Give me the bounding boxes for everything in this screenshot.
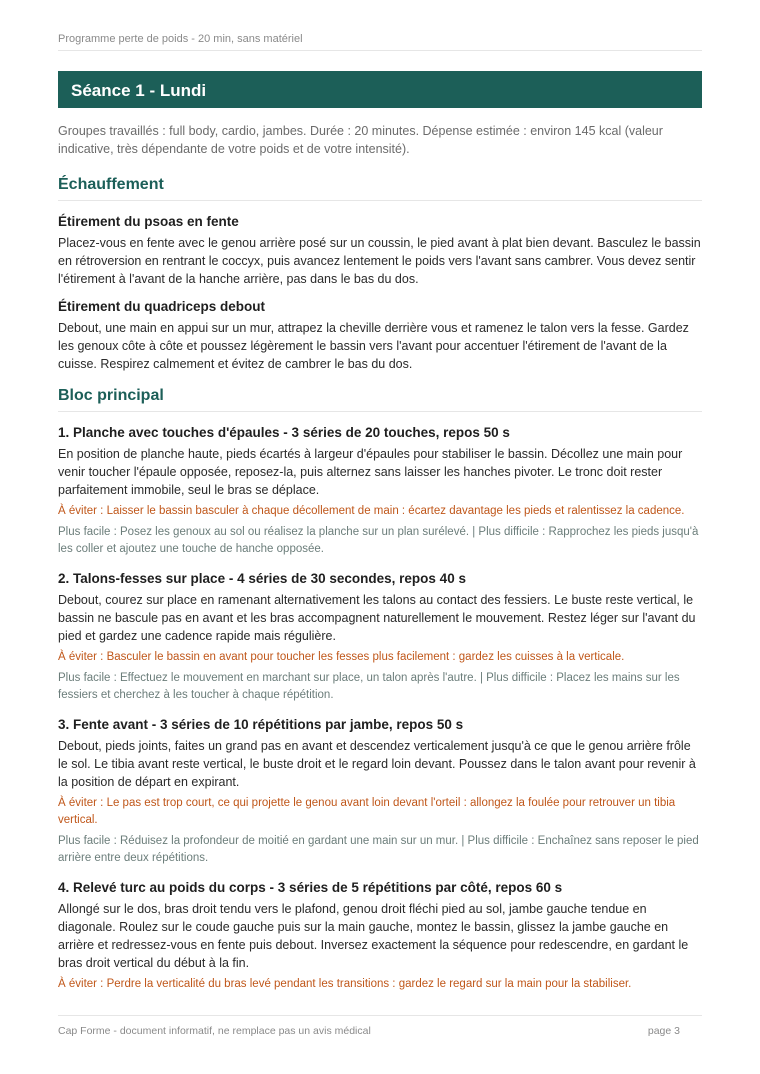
exercise-title: 4. Relevé turc au poids du corps - 3 séries de 5 répétitions par côté, repos 60 s [58,880,563,895]
main-exercise [58,716,702,867]
warmup-section [58,176,702,373]
warmup-heading: Échauffement [58,176,702,201]
exercise-variants: Plus facile : Posez les genoux au sol ou réalisez la planche sur un plan surélevé. | Plus difficile : Rapprochez les pieds jusqu'à les coller et ajoutez une touche de hanche opposée. [58,526,699,555]
exercise-description: Debout, pieds joints, faites un grand pas en avant et descendez verticalement jusqu'à ce que le genou arrière frôle le sol. Le tibia avant reste vertical, le buste droit et le regard loin devant. Poussez dans le talon avant pour revenir à la position de départ en expirant. [58,739,696,789]
exercise-variants: Plus facile : Réduisez la profondeur de moitié en gardant une main sur un mur. | Plus difficile : Enchaînez sans reposer le pied arrière entre deux répétitions. [58,835,699,864]
exercise-variants: Plus facile : Effectuez le mouvement en marchant sur place, un talon après l'autre. | Plus difficile : Placez les mains sur les fessiers et cherchez à les toucher à chaque répétition. [58,672,680,701]
exercise-warning: À éviter : Basculer le bassin en avant pour toucher les fesses plus facilement : gardez les cuisses à la verticale. [58,651,625,663]
exercise-title: 2. Talons-fesses sur place - 4 séries de 30 secondes, repos 40 s [58,571,466,586]
exercise-description: Debout, une main en appui sur un mur, attrapez la cheville derrière vous et ramenez le talon vers la fesse. Gardez les genoux côte à côte et poussez légèrement le bassin vers l'avant pour accentuer l'étirement de l'avant de la cuisse. Respirez calmement et évitez de cambrer le bas du dos. [58,321,689,371]
session-intro: Groupes travaillés : full body, cardio, jambes. Durée : 20 minutes. Dépense estimée : environ 145 kcal (valeur indicative, très dépendante de votre poids et de votre intensité). [58,124,663,156]
exercise-title: 1. Planche avec touches d'épaules - 3 séries de 20 touches, repos 50 s [58,425,510,440]
footer-disclaimer: Cap Forme - document informatif, ne remplace pas un avis médical [58,1025,371,1037]
main-exercise [58,570,702,704]
session-banner [58,71,702,108]
exercise-warning: À éviter : Perdre la verticalité du bras levé pendant les transitions : gardez le regard sur la main pour la stabiliser. [58,978,632,990]
main-exercise [58,879,702,993]
exercise-warning: À éviter : Laisser le bassin basculer à chaque décollement de main : écartez davantage les pieds et ralentissez la cadence. [58,505,685,517]
exercise-title: 3. Fente avant - 3 séries de 10 répétitions par jambe, repos 50 s [58,717,464,732]
header-divider [58,50,702,51]
exercise-warning: À éviter : Le pas est trop court, ce qui projette le genou avant loin devant l'orteil : allongez la foulée pour retrouver un tibia vertical. [58,797,676,826]
main-block-heading: Bloc principal [58,387,702,412]
page-number: page 3 [647,1025,680,1037]
exercise-description: En position de planche haute, pieds écartés à largeur d'épaules pour stabiliser le bassin. Décollez une main pour venir toucher l'épaule opposée, reposez-la, puis alternez sans laisser les hanches pivoter. Le tronc doit rester parfaitement immobile, seul le bras se déplace. [58,447,683,497]
exercise-title: Étirement du psoas en fente [58,214,239,229]
exercise-title: Étirement du quadriceps debout [58,299,266,314]
session-content [58,122,702,1003]
main-block-section [58,387,702,993]
warmup-exercise [58,298,702,373]
session-title: Séance 1 - Lundi [71,81,207,100]
warmup-exercise [58,213,702,288]
main-exercise [58,424,702,558]
running-header: Programme perte de poids - 20 min, sans matériel [58,33,303,45]
exercise-description: Debout, courez sur place en ramenant alternativement les talons au contact des fessiers. Le buste reste vertical, le bassin ne bascule pas en avant et les bras accompagnent naturellement le mouvement. Restez léger sur l'avant du pied et gardez une cadence rapide mais régulière. [58,593,696,643]
exercise-description: Allongé sur le dos, bras droit tendu vers le plafond, genou droit fléchi pied au sol, jambe gauche tendue en diagonale. Roulez sur le coude gauche puis sur la main gauche, montez le bassin, glissez la jambe gauche en arrière et redressez-vous en fente puis debout. Inversez exactement la séquence pour redescendre, en gardant le bras droit vertical du début à la fin. [58,902,689,970]
exercise-description: Placez-vous en fente avec le genou arrière posé sur un coussin, le pied avant à plat bien devant. Basculez le bassin en rétroversion en rentrant le coccyx, puis avancez lentement le poids vers l'avant sans cambrer. Vous devez sentir l'étirement à l'avant de la hanche arrière, pas dans le bas du dos. [58,236,701,286]
footer-divider [58,1015,702,1016]
